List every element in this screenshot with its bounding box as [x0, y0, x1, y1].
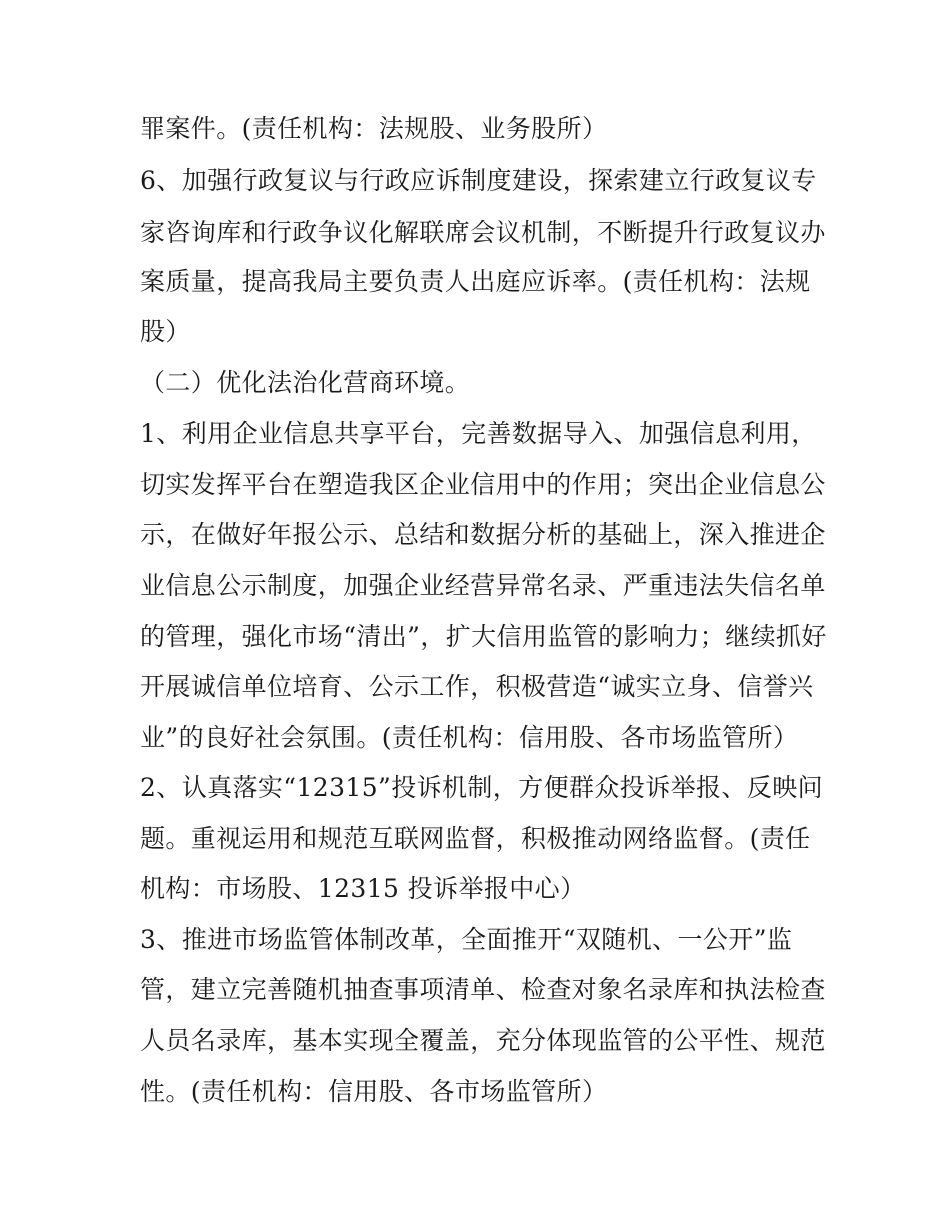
text-line: 切实发挥平台在塑造我区企业信用中的作用；突出企业信息公 [140, 470, 826, 499]
section-heading: （二）优化法治化营商环境。 [140, 368, 471, 397]
text-line: 罪案件。(责任机构：法规股、业务股所） [140, 114, 608, 143]
text-line: 业”的良好社会氛围。(责任机构：信用股、各市场监管所） [140, 723, 799, 752]
text-line: 家咨询库和行政争议化解联席会议机制，不断提升行政复议办 [140, 218, 826, 247]
text-line: 6、加强行政复议与行政应诉制度建设，探索建立行政复议专 [140, 166, 817, 195]
text-line: 3、推进市场监管体制改革，全面推开“双随机、一公开”监 [140, 925, 793, 954]
text-line: 案质量，提高我局主要负责人出庭应诉率。(责任机构：法规 [140, 267, 811, 296]
text-line: 管，建立完善随机抽查事项清单、检查对象名录库和执法检查 [140, 975, 826, 1004]
text-line: 性。(责任机构：信用股、各市场监管所） [140, 1077, 608, 1106]
text-line: 示，在做好年报公示、总结和数据分析的基础上，深入推进企 [140, 520, 826, 549]
text-line: 2、认真落实“12315”投诉机制，方便群众投诉举报、反映问 [140, 773, 823, 802]
text-line: 开展诚信单位培育、公示工作，积极营造“诚实立身、信誉兴 [140, 672, 814, 701]
text-line: 1、利用企业信息共享平台，完善数据导入、加强信息利用， [140, 419, 817, 448]
text-line: 人员名录库，基本实现全覆盖，充分体现监管的公平性、规范 [140, 1026, 826, 1055]
text-line: 股） [140, 317, 191, 346]
text-line: 题。重视运用和规范互联网监督，积极推动网络监督。(责任 [140, 824, 811, 853]
text-line: 的管理，强化市场“清出”，扩大信用监管的影响力；继续抓好 [140, 622, 827, 651]
text-line: 业信息公示制度，加强企业经营异常名录、严重违法失信名单 [140, 571, 826, 600]
text-line: 机构：市场股、12315 投诉举报中心） [140, 874, 586, 903]
